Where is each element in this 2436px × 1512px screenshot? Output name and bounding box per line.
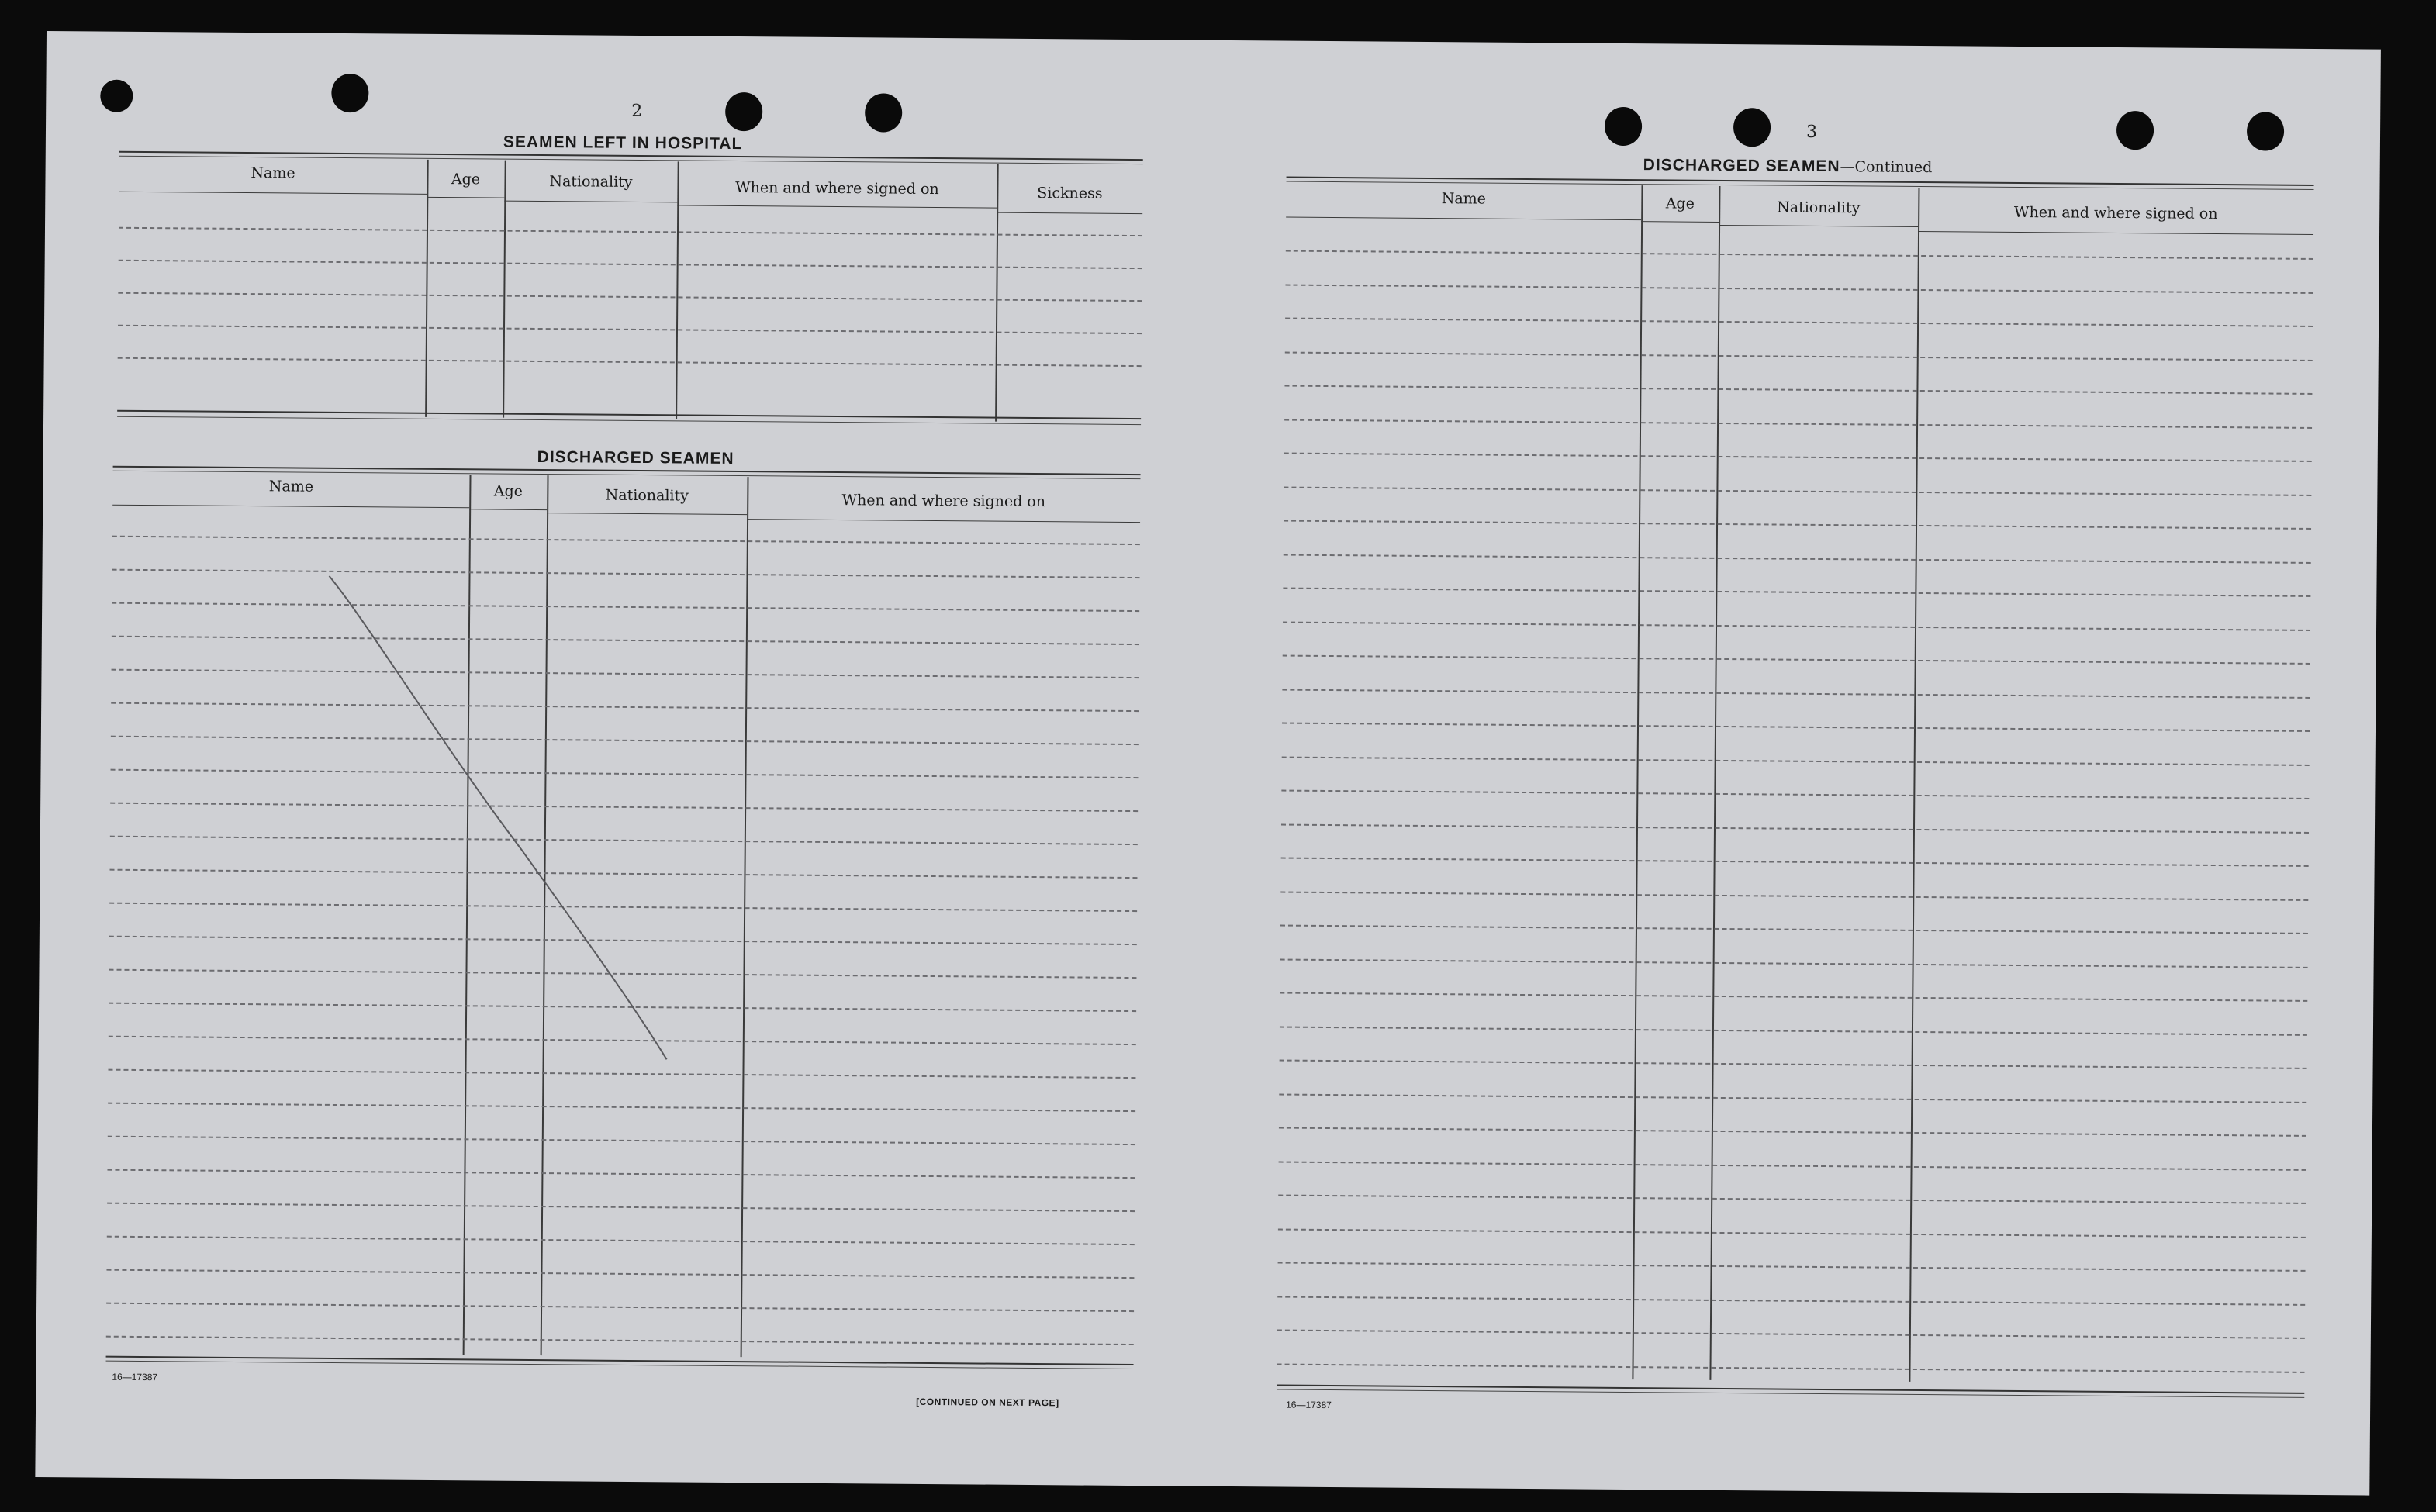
row-rule <box>1282 756 2310 765</box>
row-rule <box>106 1269 1134 1279</box>
punch-hole <box>1605 107 1642 146</box>
row-rule <box>1280 1060 2307 1069</box>
row-rule <box>1282 723 2310 732</box>
continued-note: [CONTINUED ON NEXT PAGE] <box>916 1396 1059 1409</box>
row-rule <box>1284 453 2312 462</box>
form-code-left: 16—17387 <box>112 1371 158 1383</box>
row-rule <box>1286 250 2313 260</box>
row-rule <box>106 1303 1134 1312</box>
row-rule <box>1278 1228 2306 1238</box>
row-rule <box>1284 385 2312 395</box>
row-rule <box>1280 992 2307 1002</box>
row-rule <box>107 1203 1135 1212</box>
row-rule <box>1285 284 2313 293</box>
page-number-left: 2 <box>631 101 643 122</box>
row-rule <box>1282 689 2310 698</box>
row-rule <box>107 1236 1135 1245</box>
form-sheet <box>35 31 2381 1496</box>
row-rule <box>1280 1026 2307 1035</box>
row-rule <box>1283 588 2310 597</box>
column-header-when-where: When and where signed on <box>2013 203 2218 223</box>
column-header-sickness: Sickness <box>1037 185 1103 202</box>
punch-hole <box>2247 112 2284 150</box>
column-header-age: Age <box>1665 195 1695 212</box>
column-header-age: Age <box>451 171 481 188</box>
row-rule <box>1278 1262 2306 1272</box>
row-rule <box>1279 1093 2306 1103</box>
row-rule <box>1284 486 2311 495</box>
column-header-when-where: When and where signed on <box>841 492 1046 511</box>
row-rule <box>1281 790 2309 799</box>
row-rule <box>1284 554 2311 563</box>
row-rule <box>1280 958 2308 968</box>
column-header-nationality: Nationality <box>1777 198 1861 217</box>
row-rule <box>1285 318 2313 327</box>
discharged-continued-title-suffix: —Continued <box>1840 158 1933 177</box>
discharged-table-right <box>1277 177 2313 1402</box>
column-header-age: Age <box>493 482 523 500</box>
row-rule <box>1279 1127 2306 1137</box>
row-rule <box>1284 419 2312 428</box>
column-header-nationality: Nationality <box>605 486 689 505</box>
row-rule <box>1284 520 2311 530</box>
column-header-name: Name <box>1441 190 1487 208</box>
form-code-right: 16—17387 <box>1286 1399 1332 1411</box>
row-rule <box>107 1169 1135 1179</box>
discharged-continued-title <box>1643 156 1933 177</box>
row-rule <box>108 1136 1135 1145</box>
row-rule <box>106 1336 1134 1345</box>
row-rule <box>1278 1195 2306 1204</box>
pen-stroke <box>38 31 1210 1126</box>
column-header-nationality: Nationality <box>549 173 633 191</box>
punch-hole <box>1733 108 1771 147</box>
row-rule <box>1280 925 2308 934</box>
row-rule <box>1283 621 2310 630</box>
column-header-name: Name <box>268 478 314 495</box>
row-rule <box>1279 1161 2306 1170</box>
hospital-table-title: SEAMEN LEFT IN HOSPITAL <box>503 133 743 154</box>
row-rule <box>1277 1296 2305 1305</box>
row-rule <box>1280 891 2308 900</box>
row-rule <box>1281 823 2309 833</box>
row-rule <box>1283 655 2310 665</box>
page-number-right: 3 <box>1805 122 1818 142</box>
row-rule <box>1285 351 2313 361</box>
discharged-continued-title-main: DISCHARGED SEAMEN <box>1643 156 1840 176</box>
column-header-name: Name <box>251 164 295 182</box>
punch-hole <box>2116 111 2154 150</box>
column-header-when-where: When and where signed on <box>735 178 939 198</box>
discharged-table-title: DISCHARGED SEAMEN <box>537 447 734 468</box>
row-rule <box>1277 1330 2305 1339</box>
row-rule <box>1277 1363 2305 1372</box>
row-rule <box>1281 858 2309 867</box>
